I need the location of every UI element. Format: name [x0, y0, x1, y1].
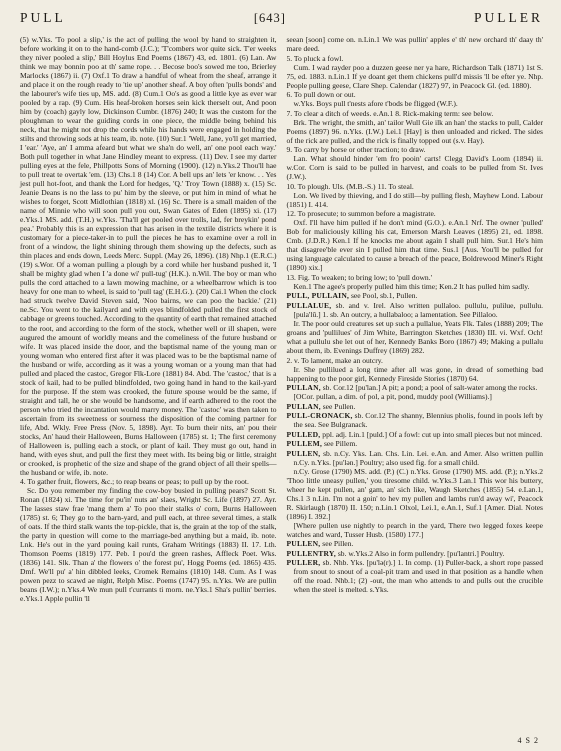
right-column [287, 35, 544, 603]
headword: PULLEN, [286, 539, 321, 549]
paragraph-text: 7. To clear a ditch of weeds. e.An.1 8. Rick-making term: see below. [286, 108, 494, 118]
paragraph-text: Cum. I wad rayder poo a duzzen geese ner ya hare, Richardson Talk (1871) 1st S. 75, ed. 1883. n.Lin.1 If ye doant get them chickens pull'd missis 'll be efter ye. Nhp. People pulling geese, Clare Shep. Calendar (1827) 97, in Peacock Gl. (ed. 1880). [286, 62, 543, 90]
citation-paragraph [287, 191, 544, 209]
paragraph-text: sb. n.Cy. Yks. Lan. Chs. Lin. Lei. e.An. and Amer. Also written pullin n.Cy. n.Yks. [pu'lən.] Poultry; also used fig. for a small child. [293, 448, 543, 467]
citation-paragraph [20, 35, 277, 477]
citation-paragraph [287, 521, 544, 539]
citation-paragraph [287, 99, 544, 108]
entry-paragraph [287, 430, 544, 439]
headword: PULL, PULLAIN, [286, 291, 350, 301]
entry-paragraph [287, 90, 544, 99]
paragraph-text: 10. To plough. Uls. (M.B.-S.) 11. To steal. [286, 181, 414, 191]
entry-paragraph [287, 539, 544, 548]
entry-paragraph [287, 439, 544, 448]
paragraph-text: sb. Cor.12 The shanny, Blennius pholis, found in pools left by the sea. See Bulgranack. [293, 411, 544, 430]
entry-paragraph [287, 109, 544, 118]
headword: PULLEM, [286, 439, 323, 449]
paragraph-text: Sc. Do you remember my finding the cow-boy busied in pulling pears? Scott St. Ronan (1824) xi. The time for pu'in' nuts an' slaes, Wright Sc. Life (1897) 27. Ayr. The lasses staw frae 'mang them a' To poo their stalks o' corn, Burns Halloween (1785) st. 6; They go to the barn-yard, and pull each, at three several times, a stalk of oats. If the third stalk wants the top-pickle, that is, the grain at the top of the stalk, the party in question will come to the marriage-bed anything but a maid, ib. note. Lnk. He's out in the yard pouing kail runts, Graham Writings (1883) II. 17. Lth. Thomson Poems (1819) 177. Peb. I pou'd the green rashes, Affleck Poet. Wks. (1836) 141. Slk. Than a' the flowers o' the forest pu', Hogg Poems (ed. 1865) 435. Dmf. We'll pu' a' hin dibbled leeks, Cromek Remains (1810) 148. Cum. As I was powen pezz to scawd ae night, Relph Misc. Poems (1747) 95. n.Yks. We are pullin beans (I.W.); n.Yks.4 We mun pull t'currants ti morn. ne.Yks.1 Sha's pullin' berries. e.Yks.1 Apple pullin 'll [20, 486, 277, 604]
paragraph-text: sb. and v. Irel. Also written pullaloo. pullulu, pulilue, pullulu. [pula'lū.] 1. sb. An outcry, a hullabaloo; a lamentation. See Pillaloo. [293, 300, 544, 319]
paragraph-text: ppl. adj. Lin.1 [puld.] Of a fowl: cut up into small pieces but not minced. [322, 429, 543, 439]
entry-paragraph [287, 449, 544, 467]
paragraph-text: 12. To prosecute; to summon before a magistrate. [286, 209, 436, 219]
entry-paragraph [287, 558, 544, 594]
entry-paragraph [287, 402, 544, 411]
paragraph-text: n.Cy. Grose (1790) MS. add. (P.) (C.) n.Yks. Grose (1790) MS. add. (P.); n.Yks.2 'Thoo little uneasy pullen,' you tiresome child. w.Yks.3 Lan.1 This wor his buttery, wheer he kept pullen, an' gam, an' sich like, Waugh Sketches (1855) 54. e.Lan.1, Chs.1 3 n.Lin. I'm not a goin' to hev my pullen and lambs run'd away wi', Peacock R. Skirlaugh (1870) II. 150; n.Lin.1 Olxol, Lei.1, e.An.1, Suf.1 [Amer. Dial. Notes (1896) I. 392.] [286, 466, 543, 521]
headword: PULLAN, [286, 383, 321, 393]
citation-paragraph [287, 118, 544, 145]
headword: PULLENTRY, [286, 548, 336, 558]
signature-mark: 4 S 2 [517, 736, 539, 745]
citation-paragraph [287, 35, 544, 53]
paragraph-text: sb. Nhb. Yks. [pu'lə(r).] 1. In comp. (1) Puller-back, a short rope passed from snout to snout of a coal-pit tram and used in that position as a handle when off the road. Nhb.1; (2) -out, the man who attends to and pulls out the crucible when the steel is melted. s.Yks. [293, 558, 543, 595]
entry-paragraph [287, 54, 544, 63]
entry-paragraph [287, 209, 544, 218]
entry-paragraph [287, 145, 544, 154]
headword: PULLALUE, [286, 300, 332, 310]
paragraph-text: [OCor. pullan, a dim. of pol, a pit, pond, muddy pool (Williams).] [293, 392, 492, 402]
headword: PULLER, [286, 558, 321, 568]
paragraph-text: (5) w.Yks. 'To pool a slip,' is the act of pulling the wool by hand to straighten it, before working it on to the hand-comb (J.C.); 'T'combers wor quite sick. T'er weeks they niver pooled a slip,' Bill Hoylus End Poems (1867) 43, ed. 1801. (6) Lan. Aw think we may bonnin poo at th' same rope. . . Becose boo's sowed me too, Brierley Marlocks (1867) ii. (7) Oxf.1 To draw a handful of wheat from the sheaf, arrange it and place it on the rough ready to 'tie up' another sheaf. A boy often 'pulls bonds' and the labourer's wife ties up, MS. add. (8) Cum.1 Oo's as good a little kye as ever war pooled by a rap. (9) Cum. His heaf-broken horses sein kick therselt out, And poon him by (coach) gayly low, Dickinson Cumbr. (1876) 240; It was the custom for the ploughman to wear the guiding cords in one piece, the middle being behind his neck, that he might not drop the cords while his hands were engaged in holding the stilts and throwing sods at his team, ib. note. (10) Sur.1 'Well, Jane, yo'll get married, I 'ear.' 'Aye, an' I amma afeard but what we sha'n do well, an' one pool each way.' Both pull together in what Jane Hindley meant to express. (11) Dev. I see my darter pulling eyes at the fele, Phillpotts Sons of Morning (1900). (12) n.Yks.2 Thou'll hae to pull treat te overtak 'em. (13) Chs.1 8 (14) Cor. A bell ups an' lets 'er know. . . Yes jest pull hot-foot, and thank the Lord for hedges, 'Q.' Troy Town (1888) x. (15) Sc. Jeanie Deans is no the lass to pu' him by the sleeve, or put him in mind of what he wishes to forget, Scott Midlothian (1818) xl. (16) Sc. There is a small maiden of the name of Minnie who will soon pull you out, Swan Gates of Eden (1895) xi. (17) e.Yks.1 MS. add. (T.H.) w.Yks. 'Tha'll get pooled over trolls, lad, fer breykin' pond pea.' Probably this is an expression that has arisen in the textile districts where it is customary for a piece-taker-in to pull the pieces he has to examine over a roll in front of a window, the light shining through them showing up the defects, such as thin places and ends down, Leeds Merc. Suppl. (May 26, 1896). (18) Nhp.1 (E.R.C.) (19) s.Wor. Of a woman pulling a plough by a cord while her husband pushed it, 'I shall be mighty glad when I 'a done wi' pull-tug' (H.K.). n.Wil. The boy or man who pulls the cord attached to a lawn mowing machine, or a wheelbarrow which is too heavy for one man to wheel, is said to 'pull tag' (E.H.G.). (20) Cai.1 When the clock had struck twelve David Steven said, 'Noo bairns, we can poo the backie.' (21) ne.Sc. You went to the kailyard and with eyes blindfolded pulled the first stock of cabbage or greens touched. According to the quantity of earth that remained attached to the root, and according to the form of the stock, whether well or ill shapen, were augured the amount of worldly means and the comeliness of the future husband or wife. It was placed inside the door, and the baptismal name of the young man or young woman who entered first after it was placed was to be the baptismal name of the husband or wife, according as it was a young woman or a young man that had pulled and placed the castoc, Gregor Flk-Lore (1881) 84. Abd. The 'castoc,' that is a stock of kail, had to be pulled blindfolded, two going hand in hand to the kail-yard for the purpose. If the stem was crooked, the future spouse would be the same, if straight and tall, he or she would be handsome, and if earth adhered to the root the person who tried the incantation would marry money. The 'castoc' was then taken to ascertain from its sweetness or sourness the disposition of the coming partner for life, Abd. Wkly. Free Press (Nov. 5, 1898). Ayr. To burn their nits, an' pou their stocks, An' haud their Halloween, Burns Halloween (1785) st. 1; The first ceremony of Halloween is, pulling each a stock, or plant of kail. They must go out, hand in hand, with eyes shut, and pull the first they meet with. Its being big or little, straight or crooked, is prophetic of the size and shape of the grand object of all their spells—the husband or wife, ib. note. [20, 35, 277, 477]
paragraph-text: see Pillem. [323, 439, 358, 449]
header-left-guideword: PULL [20, 10, 66, 25]
headword: PULLAN, [286, 401, 321, 411]
entry-paragraph [287, 182, 544, 191]
running-header [20, 10, 543, 32]
paragraph-text: 6. To pull down or out. [286, 90, 356, 100]
entry-paragraph [287, 411, 544, 429]
paragraph-text: sb. w.Yks.2 Also in form pullendry. [pu'lantri.] Poultry. [337, 548, 505, 558]
entry-paragraph [287, 383, 544, 392]
paragraph-text: [Where pullen use nightly to pearch in the yard, There two legged foxes keepe watches and ward, Tusser Husb. (1580) 177.] [286, 520, 543, 539]
citation-paragraph [287, 467, 544, 521]
paragraph-text: Oxf. I'll have him pulled if he don't mind (G.O.). e.An.1 Nrf. The owner 'pulled' Bob for maliciously killing his cat, Emerson Marsh Leaves (1895) 21, ed. 1898. Cmb. (J.D.R.) Ken.1 If he knocks me about again I shall pull him. Sur.1 He's him that disagree'ble ever sin I pulled him that time. Sus.1 [Aus. You'll be pulled for using language calculated to cause a breach of the peace, Boldrewood Miner's Right (1890) xix.] [286, 218, 543, 273]
citation-paragraph [287, 282, 544, 291]
entry-paragraph [287, 301, 544, 319]
paragraph-text: 2. v. To lament, make an outcry. [286, 355, 383, 365]
text-columns [20, 35, 543, 603]
paragraph-text: see Pool, sb.1, Pullen. [350, 291, 418, 301]
entry-paragraph [287, 549, 544, 558]
citation-paragraph [287, 392, 544, 401]
headword: PULLEN, [286, 448, 321, 458]
left-column [20, 35, 277, 603]
paragraph-text: Lon. We lived by thieving, and I do still—by pulling flesh, Mayhew Lond. Labour (1851) I. 414. [286, 190, 543, 209]
entry-paragraph [287, 356, 544, 365]
headword: PULLED, [286, 429, 321, 439]
header-right-guideword: PULLER [473, 10, 543, 25]
paragraph-text: 13. Fig. To weaken; to bring low; to 'pull down.' [286, 272, 432, 282]
paragraph-text: Ir. The poor ould creatures set up such a pullalue, Yeats Flk. Tales (1888) 209; The groans and 'pullilues' of Jim White, Barrington Sketches (1830) III. vi. Wxf. Och! what a pullulu she let out of her, Kennedy Banks Boro (1867) 49; Making a pullalu about them, ib. Evenings Duffrey (1869) 282. [286, 318, 543, 356]
paragraph-text: 9. To carry by horse or other traction; to draw. [286, 145, 426, 155]
paragraph-text: see Pillen. [322, 539, 354, 549]
entry-paragraph [287, 273, 544, 282]
headword: PULL-CRONACK, [286, 411, 353, 421]
paragraph-text: Ken.1 The agee's properly pulled him this time; Ken.2 It has pulled him sadly. [293, 281, 530, 291]
entry-paragraph [287, 291, 544, 300]
entry-paragraph [20, 477, 277, 486]
citation-paragraph [20, 486, 277, 603]
paragraph-text: sb. Cor.12 [pu'lan.] A pit; a pond; a pool of salt-water among the rocks. [322, 383, 538, 393]
paragraph-text: 4. To gather fruit, flowers, &c.; to reap beans or peas; to pull up by the root. [20, 477, 249, 487]
citation-paragraph [287, 218, 544, 272]
citation-paragraph [287, 319, 544, 355]
page-number: [643] [253, 11, 286, 25]
paragraph-text: Brk. The wright, the smith, an' tailor Wull Gie ilk an han' the stacks to pull, Calder Poems (1897) 96. n.Yks. (I.W.) Lei.1 [Hay] is then unloaded and ricked. The sides of the rick are pulled, and the rick is finally topped out (s.v. Hay). [286, 117, 543, 145]
paragraph-text: 5. To pluck a fowl. [286, 53, 344, 63]
paragraph-text: seean [soon] come on. n.Lin.1 We was pullin' apples e' th' new orchard th' daay th' mare deed. [286, 35, 543, 54]
citation-paragraph [287, 154, 544, 181]
paragraph-text: see Pullen. [322, 401, 356, 411]
paragraph-text: w.Yks. Boys pull t'nests afore t'bods be fligged (W.F.). [293, 99, 458, 109]
paragraph-text: Ir. She pullilued a long time after all was gone, in dread of something bad happening to the poor girl, Kennedy Fireside Stories (1870) 64. [286, 364, 543, 383]
paragraph-text: Lan. What should hinder 'em fro pooin' carts! Clegg David's Loom (1894) ii. w.Cor. Corn is said to be pulled in harvest, and coals to be pulled from St. Ives (J.W.). [286, 154, 543, 182]
citation-paragraph [287, 365, 544, 383]
citation-paragraph [287, 63, 544, 90]
